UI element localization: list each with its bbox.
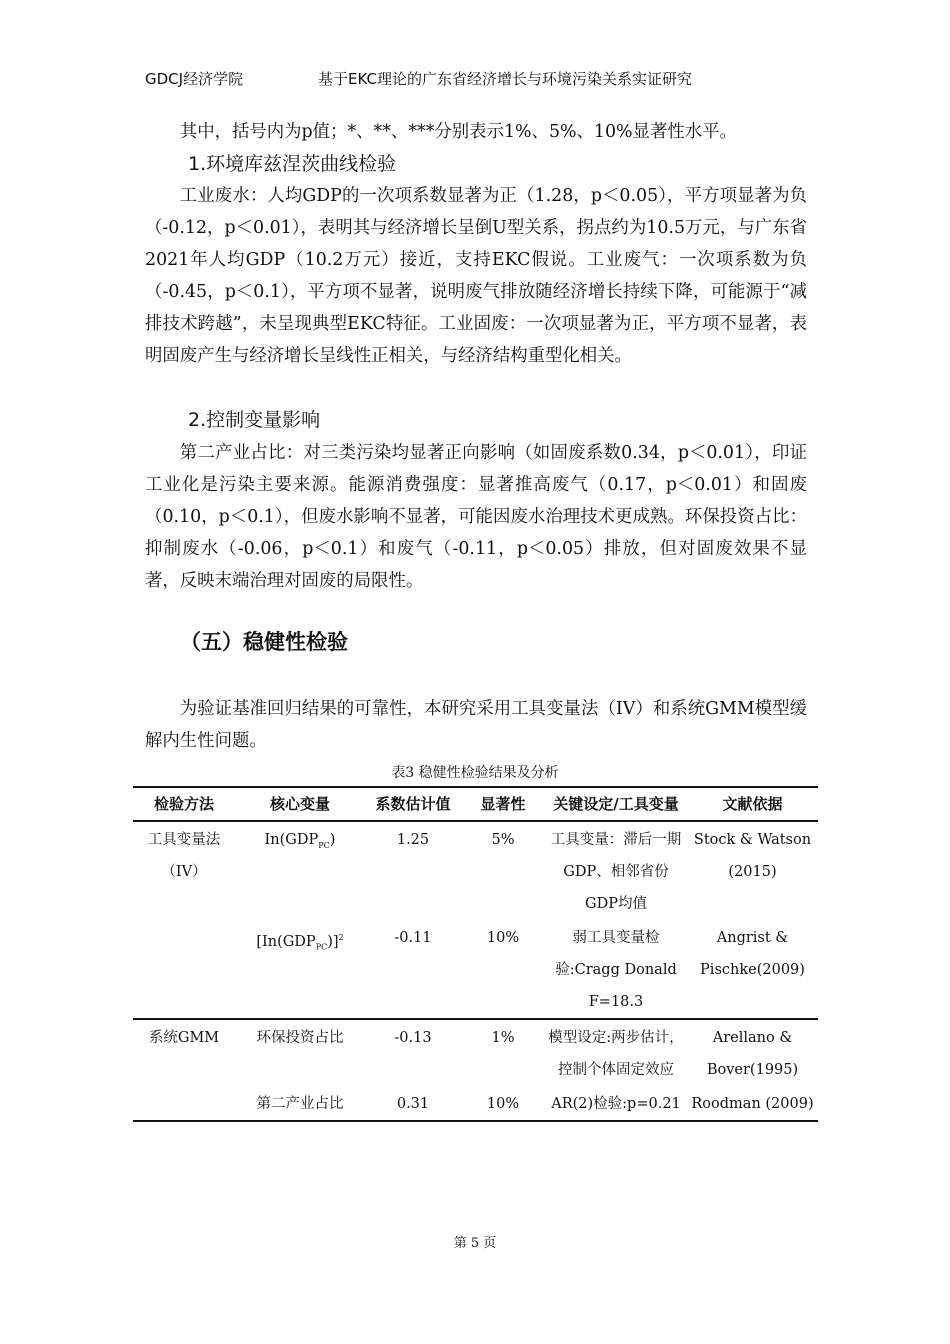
cell-coef: -0.11 [394,930,432,946]
cell-sig: 10% [486,930,520,946]
var-close: )] [327,933,339,950]
cell-method: 工具变量法（IV） [147,832,221,880]
cell-setting: AR(2)检验:p=0.21 [551,1096,681,1112]
section1-body [145,180,807,372]
cell-var: 环保投资占比 [256,1030,344,1046]
cell-sig: 5% [491,832,515,848]
robustness-table [133,786,818,1122]
note-text: 其中，括号内为p值；*、**、***分别表示1%、5%、10%显著性水平。 [179,122,737,142]
table-row [133,1019,818,1086]
cell-sig: 1% [491,1030,515,1046]
section5-body [145,693,807,757]
var-close: ) [329,832,336,848]
var-sub: PC [315,942,328,952]
section2-heading: 2.控制变量影响 [188,409,321,431]
cell-sig: 10% [486,1096,520,1112]
page-number: 第 5 页 [453,1236,497,1251]
section1-text: 工业废水：人均GDP的一次项系数显著为正（1.28，p＜0.05），平方项显著为负（-0.12，p＜0.01），表明其与经济增长呈倒U型关系，拐点约为10.5万元，与广东省2021年人均GDP（10.2万元）接近，支持EKC假说。工业废气：一次项系数为负（-0.45，p＜0.1），平方项不显著，说明废气排放随经济增长持续下降，可能源于“减排技术跨越”，未呈现典型EKC特征。工业固废：一次项显著为正，平方项不显著，表明固废产生与经济增长呈线性正相关，与经济结构重型化相关。 [145,186,807,366]
section2-text: 第二产业占比：对三类污染均显著正向影响（如固废系数0.34，p＜0.01），印证工业化是污染主要来源。能源消费强度：显著推高废气（0.17，p＜0.01）和固废（0.10，p＜0.1），但废水影响不显著，可能因废水治理技术更成熟。环保投资占比：抑制废水（-0.06，p＜0.1）和废气（-0.11，p＜0.05）排放，但对固废效果不显著，反映末端治理对固废的局限性。 [145,443,807,591]
table-row [133,1086,818,1121]
var-sub: PC [318,840,330,850]
table-caption: 表3 稳健性检验结果及分析 [391,765,559,781]
cell-var [235,821,365,920]
cell-var: 第二产业占比 [256,1096,344,1112]
cell-ref: Arellano & Bover(1995) [706,1030,799,1078]
var-sup: 2 [338,933,344,942]
section5-text: 为验证基准回归结果的可靠性，本研究采用工具变量法（IV）和系统GMM模型缓解内生性问题。 [145,699,807,751]
col-header: 文献依据 [722,795,783,813]
cell-method [133,920,235,1019]
section5-heading: （五）稳健性检验 [180,630,348,654]
var-text: [In(GDP [256,933,316,950]
cell-method [133,1086,235,1121]
header-school: GDCJ经济学院 [145,70,244,88]
col-header: 核心变量 [269,795,330,813]
note-paragraph [145,116,807,148]
section1-heading: 1.环境库兹涅茨曲线检验 [188,153,397,175]
cell-coef: 1.25 [396,832,430,848]
table-row [133,821,818,920]
cell-setting: 工具变量：滞后一期GDP、相邻省份GDP均值 [550,832,682,912]
section2-body [145,437,807,597]
col-header: 系数估计值 [375,795,451,813]
cell-var [235,920,365,1019]
table-row [133,920,818,1019]
cell-ref: Angrist & Pischke(2009) [700,930,805,978]
col-header: 检验方法 [153,795,214,813]
table-header-row [133,787,818,821]
cell-setting: 弱工具变量检验:Cragg Donald F=18.3 [555,930,677,1010]
var-text: In(GDP [264,832,319,848]
header-title: 基于EKC理论的广东省经济增长与环境污染关系实证研究 [318,70,692,88]
col-header: 关键设定/工具变量 [553,795,679,813]
cell-coef: -0.13 [394,1030,432,1046]
cell-coef: 0.31 [396,1096,430,1112]
cell-setting: 模型设定:两步估计，控制个体固定效应 [548,1030,684,1078]
col-header: 显著性 [480,795,526,813]
cell-ref: Roodman (2009) [691,1096,814,1112]
cell-ref: Stock & Watson (2015) [693,832,812,880]
cell-method: 系统GMM [148,1030,220,1046]
